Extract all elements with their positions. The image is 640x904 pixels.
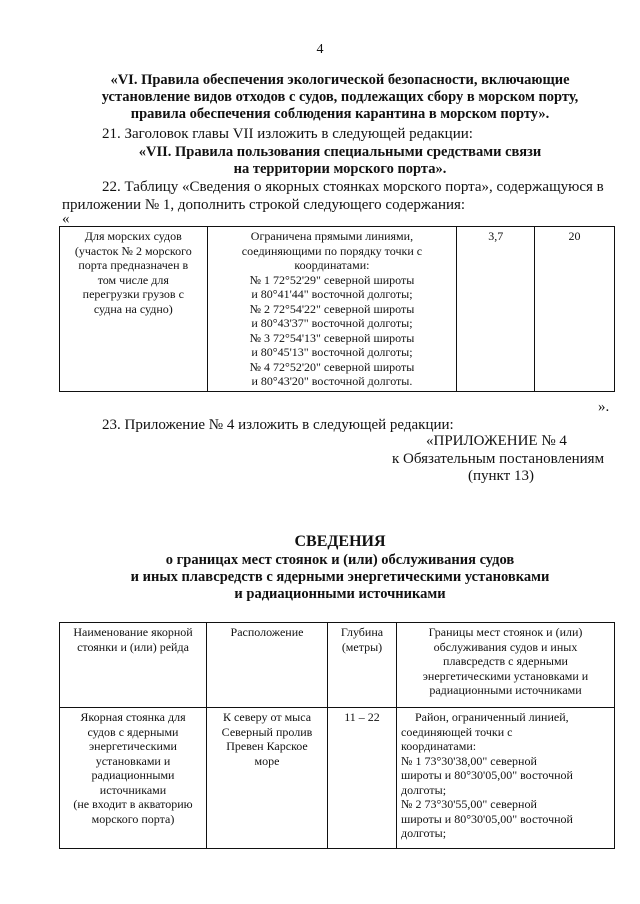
nuclear-anchorage-table xyxy=(59,622,615,849)
cell-line: Границы мест стоянок и (или) xyxy=(428,625,583,639)
svedeniya-subtitle xyxy=(60,552,620,603)
item-21: 21. Заголовок главы VII изложить в следующей редакции: xyxy=(102,126,473,142)
cell-line: № 1 73°30'38,00" северной xyxy=(401,753,537,768)
cell-line: обслуживания судов и иных xyxy=(433,639,578,654)
section-vii-heading xyxy=(60,144,620,178)
cell-line: (не входит в акваторию xyxy=(73,797,193,811)
cell-line: долготы; xyxy=(401,826,447,840)
cell-line: порта предназначен в xyxy=(78,258,189,272)
subtitle-line: и радиационными источниками xyxy=(234,586,446,602)
cell-line: № 4 72°52'20" северной широты xyxy=(249,359,415,374)
cell-line: перегрузки грузов с xyxy=(82,287,184,301)
header-boundaries xyxy=(397,623,615,708)
cell-line: установками и xyxy=(95,753,171,768)
item-23: 23. Приложение № 4 изложить в следующей редакции: xyxy=(102,417,454,433)
table-row xyxy=(60,708,615,849)
item-22-line: 22. Таблицу «Сведения о якорных стоянках морского порта», содержащуюся в xyxy=(102,179,604,195)
cell-line: Для морских судов xyxy=(84,229,182,243)
cell-line: Якорная стоянка для xyxy=(80,710,186,724)
page-number: 4 xyxy=(316,42,324,57)
anchorage-count-cell: 20 xyxy=(535,227,615,392)
cell-line: Северный пролив xyxy=(221,724,313,739)
anchorage-boundary-cell xyxy=(207,227,457,392)
heading-line: правила обеспечения соблюдения карантина в морском порту». xyxy=(130,106,550,122)
svedeniya-title: СВЕДЕНИЯ xyxy=(294,533,386,550)
appendix-title: «ПРИЛОЖЕНИЕ № 4 xyxy=(426,433,567,449)
cell-line: (метры) xyxy=(341,639,383,654)
anchorage-name-cell xyxy=(60,708,207,849)
cell-line: морского порта) xyxy=(91,811,175,826)
location-cell xyxy=(207,708,328,849)
cell-line: Превен Карское xyxy=(226,739,308,753)
open-quote: « xyxy=(62,211,70,227)
appendix-item: (пункт 13) xyxy=(468,468,534,484)
anchorage-purpose-cell xyxy=(60,227,208,392)
header-anchorage-name xyxy=(60,623,207,708)
depth-cell: 11 – 22 xyxy=(328,708,397,849)
cell-line: широты и 80°30'05,00" восточной xyxy=(401,811,573,826)
item-22 xyxy=(62,178,617,214)
cell-line: плавсредств с ядерными xyxy=(443,654,568,668)
cell-line: судна на судно) xyxy=(93,301,173,316)
subtitle-line: и иных плавсредств с ядерными энергетическими установками xyxy=(130,569,550,585)
cell-line: море xyxy=(254,753,280,768)
cell-line: координатами: xyxy=(401,739,477,753)
cell-line: координатами: xyxy=(294,258,370,272)
cell-line: энергетическими установками и xyxy=(422,668,589,683)
cell-line: № 2 72°54'22" северной широты xyxy=(249,301,415,316)
section-vi-heading xyxy=(60,72,620,123)
heading-line: установление видов отходов с судов, подлежащих сбору в морском порту, xyxy=(101,89,579,105)
cell-line: широты и 80°30'05,00" восточной xyxy=(401,768,573,782)
cell-line: Район, ограниченный линией, xyxy=(415,710,569,724)
cell-line: соединяющими по порядку точки с xyxy=(241,243,423,258)
header-location xyxy=(207,623,328,708)
boundaries-cell xyxy=(397,708,615,849)
appendix-ref: к Обязательным постановлениям xyxy=(392,451,605,467)
cell-line: Наименование якорной xyxy=(73,625,193,639)
cell-line: № 3 72°54'13" северной широты xyxy=(249,330,415,345)
item-22-line: приложении № 1, дополнить строкой следующего содержания: xyxy=(62,197,466,213)
heading-line: «VI. Правила обеспечения экологической безопасности, включающие xyxy=(110,72,570,88)
anchorage-table xyxy=(59,226,615,392)
cell-line: и 80°43'20" восточной долготы. xyxy=(251,374,413,388)
cell-line: Ограничена прямыми линиями, xyxy=(250,229,414,243)
subtitle-line: о границах мест стоянок и (или) обслуживания судов xyxy=(165,552,515,568)
cell-line: № 1 72°52'29" северной широты xyxy=(249,272,415,287)
cell-line: № 2 73°30'55,00" северной xyxy=(401,797,537,811)
table-header-row xyxy=(60,623,615,708)
cell-line: Расположение xyxy=(230,625,304,639)
cell-line: радиационными источниками xyxy=(429,683,582,697)
header-depth xyxy=(328,623,397,708)
cell-line: К северу от мыса xyxy=(222,710,312,724)
cell-line: том числе для xyxy=(97,272,169,287)
cell-line: энергетическими xyxy=(89,739,177,753)
cell-line: долготы; xyxy=(401,782,447,797)
cell-line: и 80°41'44" восточной долготы; xyxy=(251,287,413,301)
cell-line: Глубина xyxy=(340,625,384,639)
heading-line: «VII. Правила пользования специальными средствами связи xyxy=(138,144,542,160)
table-row xyxy=(60,227,615,392)
cell-line: источниками xyxy=(99,782,167,797)
cell-line: и 80°43'37" восточной долготы; xyxy=(251,316,413,330)
cell-line: судов с ядерными xyxy=(87,724,179,739)
cell-line: стоянки и (или) рейда xyxy=(77,639,189,654)
cell-line: (участок № 2 морского xyxy=(74,243,192,258)
cell-line: соединяющей точки с xyxy=(401,724,513,739)
cell-line: радиационными xyxy=(91,768,175,782)
cell-line: и 80°45'13" восточной долготы; xyxy=(251,345,413,359)
anchorage-depth-cell: 3,7 xyxy=(457,227,535,392)
close-quote: ». xyxy=(598,399,610,415)
heading-line: на территории морского порта». xyxy=(233,161,447,177)
